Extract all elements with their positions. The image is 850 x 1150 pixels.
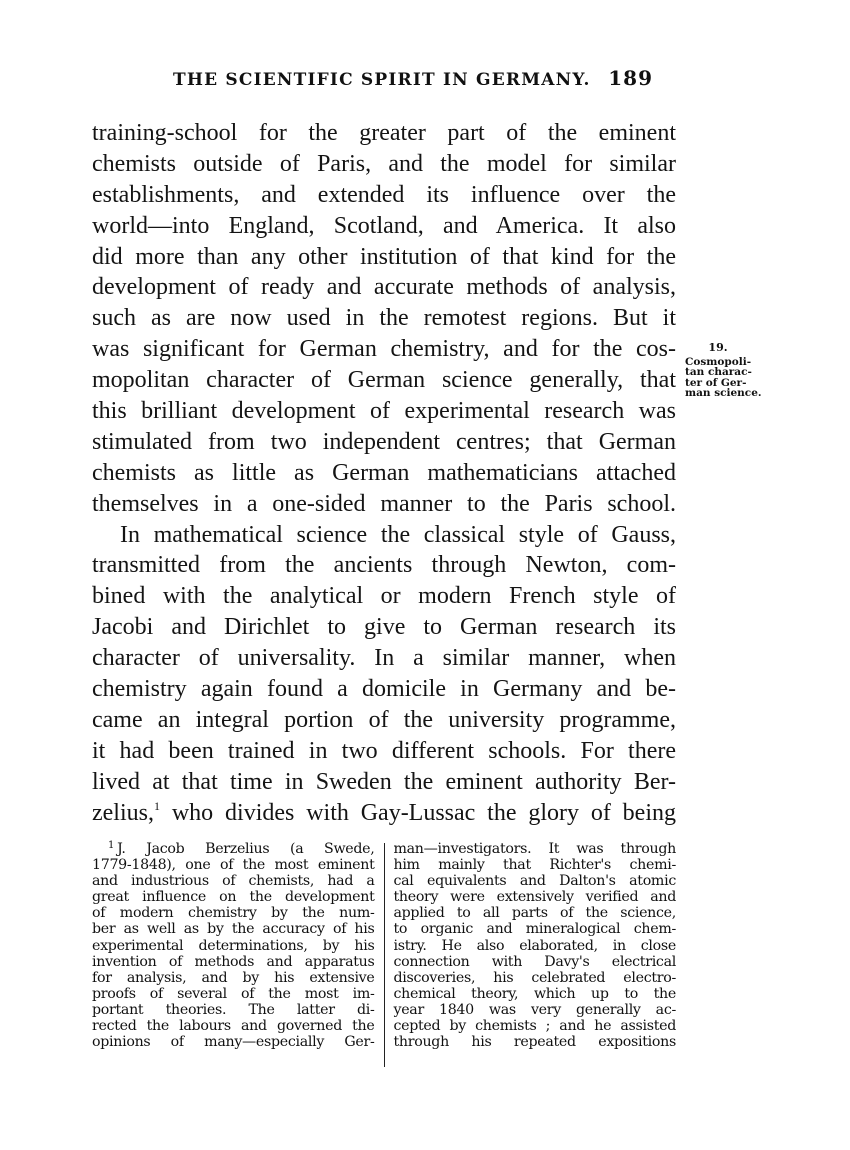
- footnote-line: chemical theory, which up to the: [393, 985, 676, 1002]
- footnote-line: cepted by chemists ; and he assisted: [393, 1018, 676, 1035]
- footnote-line-text: J. Jacob Berzelius (a Swede,: [117, 841, 375, 857]
- footnote-line: ber as well as by the accuracy of his: [92, 921, 375, 938]
- body-line: character of universality. In a similar manner, when: [92, 645, 676, 672]
- footnote-line: great influence on the development: [92, 889, 375, 906]
- body-line-start: zelius,: [92, 799, 154, 826]
- body-line: Jacobi and Dirichlet to give to German research its: [92, 614, 676, 641]
- margin-note: [685, 343, 775, 399]
- footnote-line: through his repeated expositions: [393, 1034, 676, 1051]
- footnote-line: applied to all parts of the science,: [393, 905, 676, 922]
- body-line: training-school for the greater part of the eminent: [92, 120, 676, 146]
- footnote-line: him mainly that Richter's chemi-: [393, 857, 676, 874]
- body-line: stimulated from two independent centres; that German: [92, 428, 676, 455]
- running-head: [173, 66, 653, 96]
- footnote-line: [92, 841, 375, 857]
- body-line: was significant for German chemistry, and for the cos-: [92, 336, 676, 363]
- footnote-column-divider: [384, 843, 385, 1067]
- margin-note-line: Cosmopoli-: [685, 355, 752, 368]
- footnote-line: experimental determinations, by his: [92, 937, 375, 954]
- body-line: establishments, and extended its influence over the: [92, 181, 676, 208]
- footnotes: [92, 841, 676, 1073]
- footnote-line: year 1840 was very generally ac-: [393, 1001, 676, 1018]
- footnote-line: connection with Davy's electrical: [393, 953, 676, 970]
- body-line: came an integral portion of the university programme,: [92, 706, 676, 733]
- footnote-line: man—investigators. It was through: [393, 841, 676, 857]
- body-line: chemists outside of Paris, and the model for similar: [92, 150, 676, 177]
- margin-note-line: tan charac-: [685, 366, 752, 379]
- body-line: lived at that time in Sweden the eminent authority Ber-: [92, 768, 676, 795]
- footnote-reference[interactable]: 1: [153, 798, 160, 813]
- body-line-end: who divides with Gay-Lussac the glory of being: [171, 799, 677, 826]
- footnote-line: portant theories. The latter di-: [92, 1001, 375, 1018]
- body-line: chemistry again found a domicile in Germany and be-: [92, 676, 676, 703]
- body-line: did more than any other institution of that kind for the: [92, 243, 676, 270]
- margin-note-line: ter of Ger-: [685, 376, 747, 389]
- footnote-line: and industrious of chemists, had a: [92, 873, 375, 890]
- margin-note-line: man science.: [685, 387, 762, 400]
- body-line: chemists as little as German mathematicians attached: [92, 459, 676, 486]
- footnote-line: discoveries, his celebrated electro-: [393, 969, 676, 986]
- footnote-line: to organic and mineralogical chem-: [393, 921, 676, 938]
- footnote-line: of modern chemistry by the num-: [92, 905, 375, 922]
- body-line: themselves in a one-sided manner to the Paris school.: [92, 490, 676, 517]
- body-line: world—into England, Scotland, and America. It also: [92, 212, 676, 239]
- footnote-line: 1779-1848), one of the most eminent: [92, 857, 375, 874]
- footnote-column-left: [92, 841, 375, 1073]
- footnote-line: istry. He also elaborated, in close: [393, 937, 676, 954]
- footnote-marker: 1: [108, 840, 115, 851]
- body-line: development of ready and accurate methods of analysis,: [92, 274, 676, 301]
- footnote-line: invention of methods and apparatus: [92, 953, 375, 970]
- footnote-line: opinions of many—especially Ger-: [92, 1034, 375, 1051]
- page-number: 189: [608, 66, 653, 90]
- body-line-with-footnote: [92, 798, 676, 829]
- paragraph-start-line: In mathematical science the classical style of Gauss,: [120, 521, 676, 548]
- footnote-line: for analysis, and by his extensive: [92, 969, 375, 986]
- running-title: THE SCIENTIFIC SPIRIT IN GERMANY.: [173, 70, 591, 90]
- body-line: transmitted from the ancients through Newton, com-: [92, 552, 676, 579]
- body-line: mopolitan character of German science generally, that: [92, 367, 676, 394]
- body-line: such as are now used in the remotest regions. But it: [92, 305, 676, 332]
- footnote-line: theory were extensively verified and: [393, 889, 676, 906]
- body-line: bined with the analytical or modern French style of: [92, 583, 676, 610]
- body-text: [92, 118, 676, 828]
- footnote-line: proofs of several of the most im-: [92, 985, 375, 1002]
- body-line: it had been trained in two different schools. For there: [92, 737, 676, 764]
- margin-note-number: 19.: [708, 341, 728, 354]
- footnote-column-right: [393, 841, 676, 1073]
- body-line: this brilliant development of experimental research was: [92, 398, 676, 425]
- footnote-line: rected the labours and governed the: [92, 1018, 375, 1035]
- footnote-line: cal equivalents and Dalton's atomic: [393, 873, 676, 890]
